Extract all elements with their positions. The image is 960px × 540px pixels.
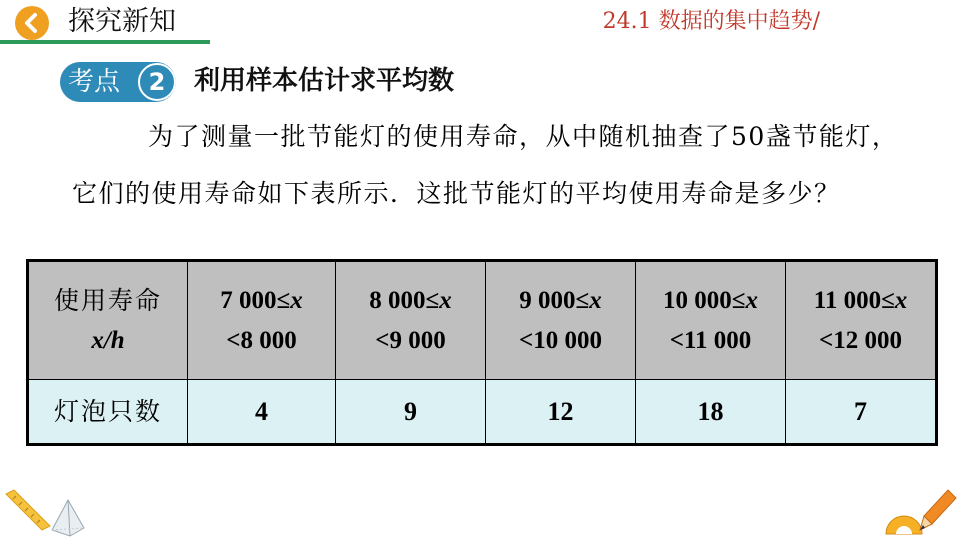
table-cell bbox=[336, 261, 486, 380]
data-table bbox=[26, 259, 938, 446]
table-cell bbox=[636, 261, 786, 380]
range-top bbox=[636, 281, 785, 321]
table-row bbox=[28, 380, 937, 445]
header bbox=[0, 0, 960, 46]
row-header-label: 使用寿命 bbox=[53, 285, 162, 315]
section-label: 探究新知 bbox=[68, 6, 176, 37]
count-value: 7 bbox=[854, 396, 867, 426]
table-row-header bbox=[28, 380, 188, 445]
table-cell bbox=[636, 380, 786, 445]
pyramid-icon bbox=[48, 498, 88, 538]
count-value: 9 bbox=[404, 396, 417, 426]
count-value: 4 bbox=[255, 396, 268, 426]
table-cell bbox=[188, 261, 336, 380]
table-header-row bbox=[28, 261, 937, 380]
range-high: <10 000 bbox=[519, 326, 602, 354]
header-divider bbox=[0, 40, 210, 44]
table-cell bbox=[336, 380, 486, 445]
range-high: <11 000 bbox=[669, 326, 752, 354]
range-var: x bbox=[894, 286, 908, 314]
course-title: 24.1 数据的集中趋势/ bbox=[602, 9, 820, 34]
point-badge bbox=[60, 62, 176, 102]
pencil-icon bbox=[918, 488, 958, 532]
range-top bbox=[336, 281, 485, 321]
range-low: 7 000≤ bbox=[220, 286, 291, 314]
range-high: <12 000 bbox=[819, 326, 902, 354]
range-top bbox=[486, 281, 635, 321]
count-value: 18 bbox=[697, 396, 724, 426]
unit-text: x/h bbox=[91, 326, 125, 354]
badge-word: 考点 bbox=[68, 67, 121, 97]
table-cell bbox=[486, 380, 636, 445]
range-top bbox=[786, 281, 935, 321]
chevron-circle-icon bbox=[14, 5, 50, 41]
range-low: 11 000≤ bbox=[813, 286, 895, 314]
count-value: 12 bbox=[547, 396, 574, 426]
range-low: 9 000≤ bbox=[519, 286, 590, 314]
table-cell bbox=[786, 380, 937, 445]
row-header-unit bbox=[29, 321, 187, 361]
range-var: x bbox=[745, 286, 758, 314]
row-header-label: 灯泡只数 bbox=[53, 396, 162, 426]
range-low: 8 000≤ bbox=[369, 286, 440, 314]
range-top bbox=[188, 281, 335, 321]
range-high: <9 000 bbox=[375, 326, 446, 354]
range-var: x bbox=[290, 286, 303, 314]
range-low: 10 000≤ bbox=[663, 286, 746, 314]
range-high: <8 000 bbox=[226, 326, 297, 354]
table-cell bbox=[786, 261, 937, 380]
ruler-icon bbox=[4, 488, 52, 532]
problem-text: 为了测量一批节能灯的使用寿命，从中随机抽查了50盏节能灯，它们的使用寿命如下表所示．这批节能灯的平均使用寿命是多少？ bbox=[72, 122, 899, 208]
badge-number: 2 bbox=[138, 63, 176, 101]
table-cell bbox=[486, 261, 636, 380]
range-var: x bbox=[439, 286, 452, 314]
range-var: x bbox=[589, 286, 602, 314]
table-cell bbox=[188, 380, 336, 445]
table-row-header bbox=[28, 261, 188, 380]
point-title: 利用样本估计求平均数 bbox=[194, 66, 455, 96]
